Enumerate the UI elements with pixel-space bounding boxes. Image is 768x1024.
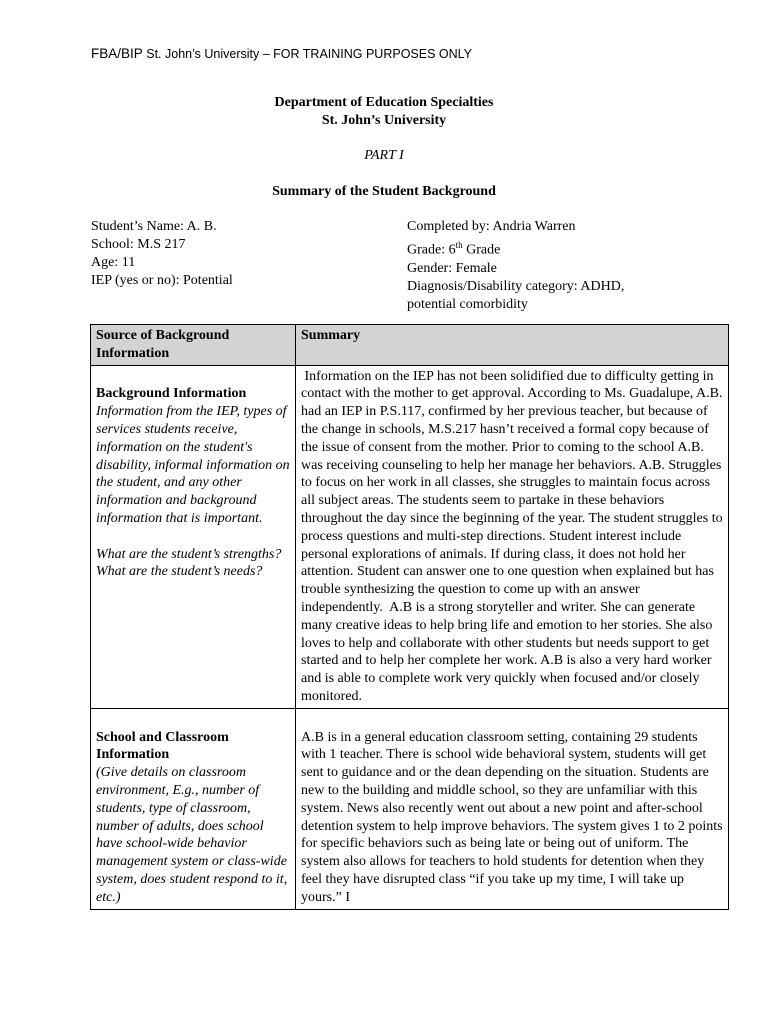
completed-by: Completed by: Andria Warren — [407, 219, 576, 234]
background-summary-cell — [296, 365, 729, 708]
diagnosis-line1: Diagnosis/Disability category: ADHD, — [407, 278, 625, 294]
department-title: Department of Education Specialties — [274, 95, 494, 110]
col-summary-header: Summary — [296, 325, 729, 366]
row-question: What are the student’s strengths? What are the student’s needs? — [96, 546, 282, 580]
row-title: School and Classroom Information — [96, 729, 229, 763]
row-description: (Give details on classroom environment, E.g., number of students, type of classroom, number of adults, does school have school-wide behavior management system or class-wide system, does student respond to it, etc.) — [96, 765, 288, 905]
row-description: Information from the IEP, types of services students receive, information on the student's disability, informal information on the student, and any other information and background information that is important. — [96, 404, 290, 526]
grade-sup: th — [455, 240, 463, 250]
student-info-right — [407, 218, 707, 314]
summary-heading: Summary of the Student Background — [272, 184, 496, 199]
student-iep: IEP (yes or no): Potential — [91, 273, 233, 288]
grade-prefix: Grade: 6 — [407, 242, 456, 258]
header-text: St. John’s University – FOR TRAINING PURPOSES ONLY — [142, 47, 473, 61]
student-name: Student’s Name: A. B. — [91, 219, 217, 234]
part-label: PART I — [364, 148, 404, 163]
background-table — [90, 324, 729, 910]
student-age: Age: 11 — [91, 255, 136, 270]
row-summary: A.B is in a general education classroom setting, containing 29 students with 1 teacher. There is school wide behavioral system, students will get sent to guidance and or the dean depending on the situation. Students are new to the building and middle school, so they are unfamiliar with this system. News also recently went out about a new point and after-school detention system to help improve behaviors. The system gives 1 to 2 points for specific behaviors such as being late or being out of uniform. The system also allows for teachers to hold students for detention when they feel they have disrupted class “if you take up my time, I will take up yours.” I — [301, 729, 723, 905]
table-row — [91, 708, 729, 909]
classroom-summary-cell — [296, 708, 729, 909]
student-grade — [407, 236, 707, 260]
col-source-header: Source of Background Information — [91, 325, 296, 366]
grade-suffix: Grade — [462, 242, 501, 258]
diagnosis-line2: potential comorbidity — [407, 296, 528, 312]
student-info-left — [91, 218, 391, 290]
university-title: St. John’s University — [321, 113, 447, 128]
background-source-cell — [91, 365, 296, 708]
row-title: Background Information — [96, 386, 247, 402]
student-school: School: M.S 217 — [91, 237, 186, 252]
header-prefix: FBA/BIP — [91, 46, 143, 61]
table-row — [91, 365, 729, 708]
running-header — [91, 46, 472, 61]
table-header-row — [91, 325, 729, 366]
row-summary: Information on the IEP has not been solidified due to difficulty getting in contact with the mother to get approval. According to Ms. Guadalupe, A.B. had an IEP in P.S.117, confirmed by her previous teacher, but because of the change in schools, M.S.217 hasn’t received a formal copy because of the issue of consent from the mother. Prior to coming to the school A.B. was receiving counseling to help her manage her behaviors. A.B. Struggles to focus on her work in all classes, she struggles to maintain focus across all subject areas. The students seem to partake in these behaviors throughout the day since the beginning of the year. The student struggles to process questions and multi-step directions. Student interest include personal explorations of animals. If during class, it does not hold her attention. Student can answer one to one question when explained but has trouble synthesizing the question to come up with an answer independently. A.B is a strong storyteller and writer. She can generate many creative ideas to help bring life and emotion to her stories. She also loves to help and collaborate with other students but needs support to get started and to help her complete her work. A.B is also a very hard worker and is able to complete work very quickly when focused and/or closely monitored. — [301, 368, 727, 704]
student-gender: Gender: Female — [407, 260, 497, 276]
classroom-source-cell — [91, 708, 296, 909]
